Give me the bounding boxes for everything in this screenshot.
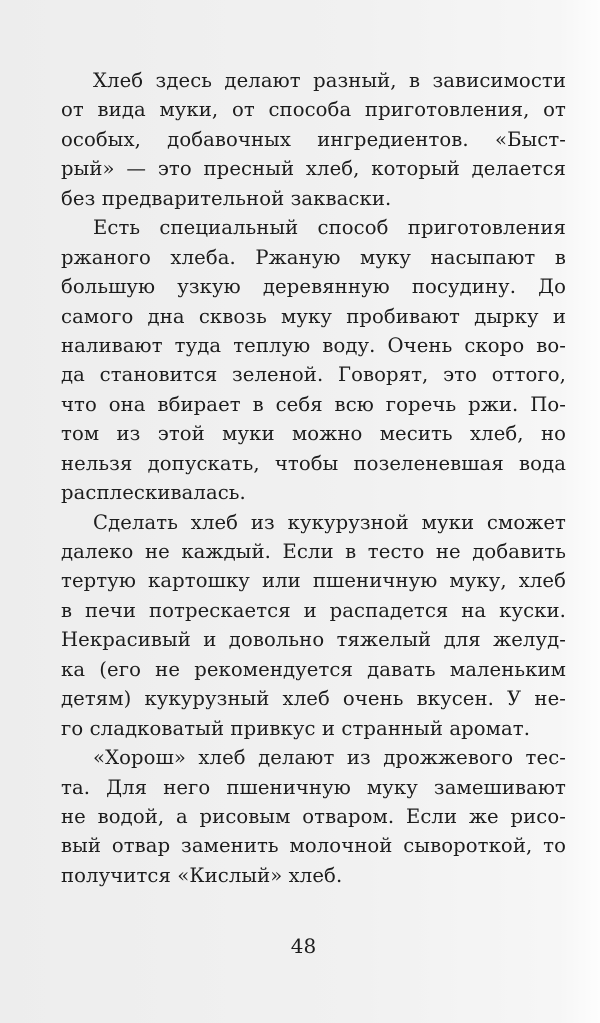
text-line: получится «Кислый» хлеб. [61,863,343,887]
text-line: далеко не каждый. Если в тесто не добавить [61,540,566,563]
text-line: от вида муки, от способа приготовления, от [61,98,566,122]
text-line: том из этой муки можно месить хлеб, но [61,422,566,446]
text-line: самого дна сквозь муку пробивают дырку и [61,304,566,328]
page-body [61,66,566,890]
text-line: ржаного хлеба. Ржаную муку насыпают в [61,245,566,269]
text-line: та. Для него пшеничную муку замешивают [61,775,566,799]
text-line: без предварительной закваски. [61,186,392,210]
page-number: 48 [290,934,317,958]
text-line: наливают туда теплую воду. Очень скоро во- [61,333,566,357]
text-line: тертую картошку или пшеничную муку, хлеб [61,569,566,593]
paragraph-2 [61,213,566,507]
paragraph-3 [61,508,566,744]
paragraph-1 [61,66,566,213]
text-line: большую узкую деревянную посудину. До [61,275,566,299]
text-line: рый» — это пресный хлеб, который делается [61,157,566,181]
text-line: что она вбирает в себя всю горечь ржи. По- [61,392,566,416]
text-line: расплескивалась. [61,481,246,505]
text-line: Некрасивый и довольно тяжелый для желуд- [61,628,566,652]
text-line: Хлеб здесь делают разный, в зависимости [93,69,566,92]
text-line: нельзя допускать, чтобы позеленевшая вода [61,451,566,475]
text-line: особых, добавочных ингредиентов. «Быст- [61,127,566,151]
text-line: Сделать хлеб из кукурузной муки сможет [93,510,566,534]
text-line: вый отвар заменить молочной сывороткой, то [61,834,566,858]
text-line: го сладковатый привкус и странный аромат. [61,716,531,740]
text-line: детям) кукурузный хлеб очень вкусен. У не- [61,687,566,711]
text-line: не водой, а рисовым отваром. Если же рисо- [61,804,566,828]
text-line: Есть специальный способ приготовления [93,216,566,240]
text-line: ка (его не рекомендуется давать маленьким [61,657,566,681]
text-line: «Хорош» хлеб делают из дрожжевого тес- [93,746,566,770]
paragraph-4 [61,743,566,890]
text-line: да становится зеленой. Говорят, это оттого, [61,363,566,387]
text-line: в печи потрескается и распадется на куски. [61,598,566,622]
